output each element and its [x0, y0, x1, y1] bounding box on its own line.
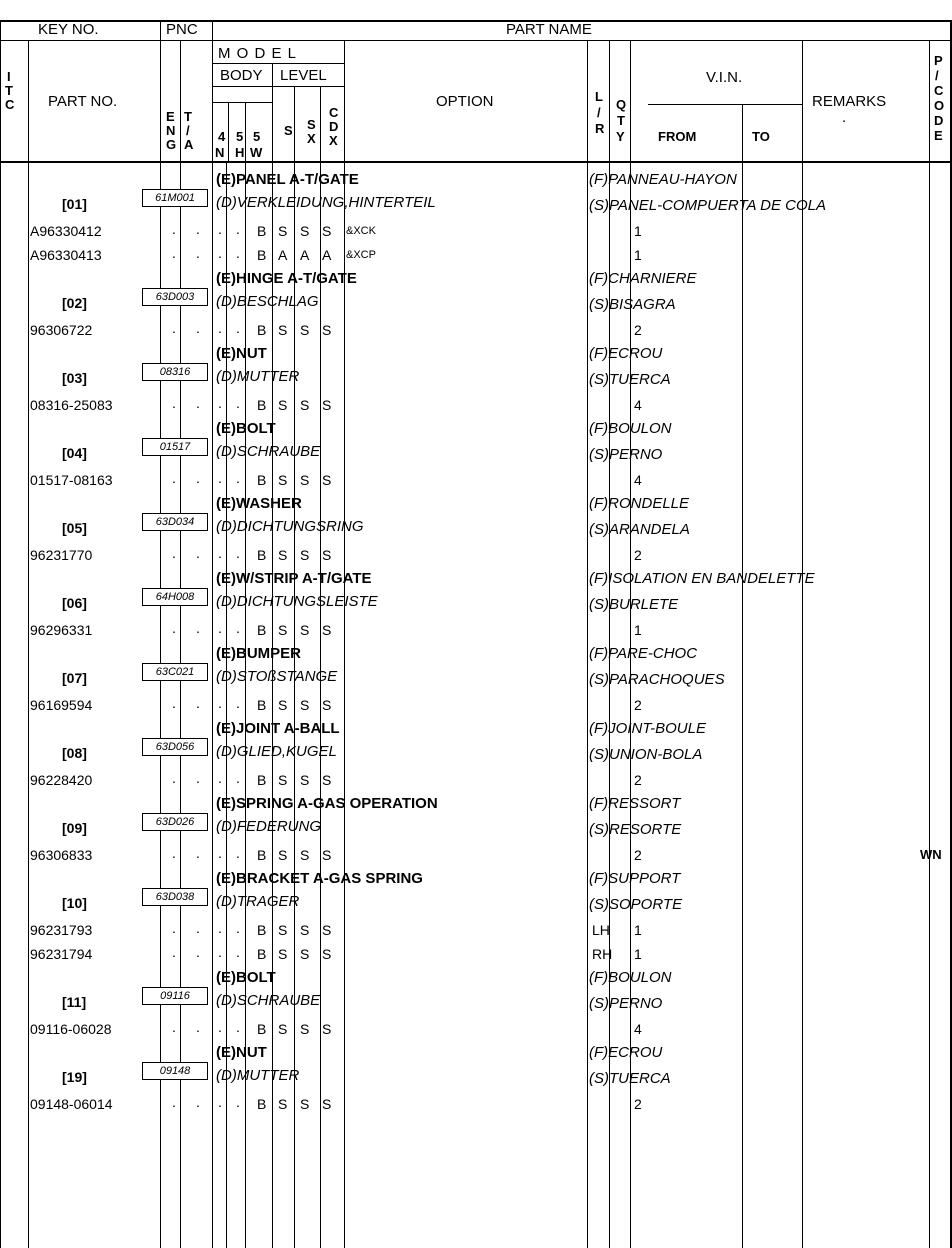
level-sx-code: S — [300, 1096, 310, 1112]
ta-header-slash: / — [186, 123, 190, 138]
empty-cell-dot: . — [236, 845, 240, 861]
empty-cell-dot: . — [236, 1019, 240, 1035]
rule-body-level — [212, 86, 344, 87]
pcode-header-c: C — [934, 83, 944, 98]
level-header: LEVEL — [280, 67, 327, 84]
empty-cell-dot: . — [196, 1094, 200, 1110]
col-vin — [630, 40, 631, 1248]
empty-cell-dot: . — [236, 395, 240, 411]
pcode-value: WN — [920, 847, 942, 862]
part-name-french: (F)ECROU — [589, 345, 663, 362]
part-name-german: (D)GLIED,KUGEL — [216, 743, 337, 760]
body-code: B — [257, 247, 267, 263]
level-sx-code: S — [300, 622, 310, 638]
pnc-code-box: 09116 — [142, 987, 208, 1005]
itc-header-c: C — [5, 97, 15, 112]
pcode-header-e: E — [934, 128, 943, 143]
part-number: 96169594 — [30, 697, 93, 713]
quantity: 1 — [634, 247, 642, 263]
empty-cell-dot: . — [172, 245, 176, 261]
level-s-code: S — [278, 397, 288, 413]
empty-cell-dot: . — [172, 1019, 176, 1035]
level-cdx-code: S — [322, 322, 332, 338]
empty-cell-dot: . — [236, 770, 240, 786]
quantity: 4 — [634, 1021, 642, 1037]
empty-cell-dot: . — [172, 620, 176, 636]
ta-header-a: A — [184, 137, 194, 152]
level-cdx-code: S — [322, 472, 332, 488]
part-name-spanish: (S)PERNO — [589, 446, 663, 463]
body-code: B — [257, 1096, 267, 1112]
body-code: B — [257, 547, 267, 563]
body-code: B — [257, 397, 267, 413]
empty-cell-dot: . — [196, 221, 200, 237]
empty-cell-dot: . — [218, 1019, 222, 1035]
model-header: M O D E L — [218, 45, 298, 62]
level-s-code: S — [278, 922, 288, 938]
part-name-spanish: (S)UNION-BOLA — [589, 746, 703, 763]
part-name-english: (E)WASHER — [216, 495, 302, 512]
vin-from-header: FROM — [658, 129, 697, 144]
pnc-code-box: 63D003 — [142, 288, 208, 306]
level-sx-code: S — [300, 472, 310, 488]
body-5h-h: H — [235, 145, 245, 160]
empty-cell-dot: . — [218, 320, 222, 336]
level-cdx-code: S — [322, 547, 332, 563]
level-cdx-code: S — [322, 1096, 332, 1112]
empty-cell-dot: . — [172, 395, 176, 411]
key-number: [11] — [62, 994, 87, 1010]
quantity: 2 — [634, 322, 642, 338]
rule-header-1 — [0, 40, 952, 41]
body-code: B — [257, 223, 267, 239]
key-no-header: KEY NO. — [38, 21, 99, 38]
part-name-spanish: (S)PANEL-COMPUERTA DE COLA — [589, 197, 826, 214]
body-header: BODY — [220, 67, 263, 84]
part-number: 09148-06014 — [30, 1096, 113, 1112]
empty-cell-dot: . — [196, 470, 200, 486]
col-qty — [609, 40, 610, 1248]
part-name-english: (E)W/STRIP A-T/GATE — [216, 570, 372, 587]
part-name-english: (E)JOINT A-BALL — [216, 720, 340, 737]
qty-header-y: Y — [616, 129, 625, 144]
empty-cell-dot: . — [196, 920, 200, 936]
empty-cell-dot: . — [172, 545, 176, 561]
empty-cell-dot: . — [236, 944, 240, 960]
empty-cell-dot: . — [236, 245, 240, 261]
key-number: [06] — [62, 595, 87, 611]
quantity: 4 — [634, 472, 642, 488]
empty-cell-dot: . — [236, 695, 240, 711]
part-name-spanish: (S)ARANDELA — [589, 521, 690, 538]
empty-cell-dot: . — [196, 845, 200, 861]
key-number: [02] — [62, 295, 87, 311]
empty-cell-dot: . — [196, 395, 200, 411]
level-sx-code: S — [300, 1021, 310, 1037]
part-name-german: (D)FEDERUNG — [216, 818, 321, 835]
part-name-german: (D)MUTTER — [216, 1067, 300, 1084]
part-number: 96306722 — [30, 322, 93, 338]
pnc-code-box: 63C021 — [142, 663, 208, 681]
col-body-4n — [228, 102, 229, 162]
part-name-german: (D)MUTTER — [216, 368, 300, 385]
part-number: A96330412 — [30, 223, 102, 239]
empty-cell-dot: . — [236, 320, 240, 336]
part-name-spanish: (S)BISAGRA — [589, 296, 676, 313]
empty-cell-dot: . — [218, 920, 222, 936]
part-name-german: (D)STOßSTANGE — [216, 668, 338, 685]
quantity: 2 — [634, 697, 642, 713]
empty-cell-dot: . — [218, 221, 222, 237]
part-name-english: (E)BOLT — [216, 969, 276, 986]
pnc-code-box: 61M001 — [142, 189, 208, 207]
option-header: OPTION — [436, 93, 494, 110]
col-lr — [587, 40, 588, 1248]
level-cdx-c: C — [329, 105, 339, 120]
part-name-header: PART NAME — [506, 21, 592, 38]
key-number: [10] — [62, 895, 87, 911]
part-name-spanish: (S)PERNO — [589, 995, 663, 1012]
quantity: 2 — [634, 847, 642, 863]
pcode-header-slash: / — [935, 68, 939, 83]
col-body-4n-body — [226, 163, 227, 1248]
level-s-code: S — [278, 1021, 288, 1037]
part-name-french: (F)RESSORT — [589, 795, 681, 812]
level-s-code: S — [278, 697, 288, 713]
pnc-code-box: 64H008 — [142, 588, 208, 606]
lr-header-slash: / — [597, 105, 601, 120]
level-sx-code: S — [300, 397, 310, 413]
part-name-french: (F)CHARNIERE — [589, 270, 697, 287]
part-name-french: (F)JOINT-BOULE — [589, 720, 706, 737]
level-s-code: S — [278, 847, 288, 863]
key-number: [03] — [62, 370, 87, 386]
part-number: 96231793 — [30, 922, 93, 938]
level-sx-s: S — [307, 117, 316, 132]
lr-header-l: L — [595, 89, 603, 104]
part-name-french: (F)ISOLATION EN BANDELETTE — [589, 570, 815, 587]
quantity: 4 — [634, 397, 642, 413]
col-body-5h-body — [245, 163, 246, 1248]
level-s-code: S — [278, 472, 288, 488]
pnc-code-box: 63D038 — [142, 888, 208, 906]
level-sx-code: S — [300, 847, 310, 863]
part-name-spanish: (S)TUERCA — [589, 1070, 671, 1087]
qty-header-q: Q — [616, 97, 627, 112]
pcode-header-p: P — [934, 53, 943, 68]
empty-cell-dot: . — [172, 770, 176, 786]
empty-cell-dot: . — [218, 770, 222, 786]
quantity: 1 — [634, 223, 642, 239]
part-name-french: (F)PANNEAU-HAYON — [589, 171, 737, 188]
part-number: 96296331 — [30, 622, 93, 638]
part-number: A96330413 — [30, 247, 102, 263]
part-name-spanish: (S)RESORTE — [589, 821, 682, 838]
empty-cell-dot: . — [236, 545, 240, 561]
eng-header-n: N — [166, 123, 176, 138]
ta-header-t: T — [184, 109, 192, 124]
level-cdx-code: S — [322, 622, 332, 638]
col-lvl-sx — [320, 86, 321, 1248]
body-code: B — [257, 322, 267, 338]
body-code: B — [257, 847, 267, 863]
empty-cell-dot: . — [236, 620, 240, 636]
col-pcode — [929, 40, 930, 1248]
rule-vin — [648, 104, 802, 105]
body-4n-n: N — [215, 145, 225, 160]
level-s-code: S — [278, 946, 288, 962]
part-name-german: (D)DICHTUNGSRING — [216, 518, 364, 535]
level-cdx-code: S — [322, 223, 332, 239]
level-cdx-d: D — [329, 119, 339, 134]
level-s-code: S — [278, 547, 288, 563]
eng-header-e: E — [166, 109, 175, 124]
col-itc — [28, 40, 29, 1248]
part-name-spanish: (S)PARACHOQUES — [589, 671, 725, 688]
key-number: [09] — [62, 820, 87, 836]
level-sx-code: S — [300, 772, 310, 788]
empty-cell-dot: . — [218, 1094, 222, 1110]
key-number: [08] — [62, 745, 87, 761]
part-name-french: (F)BOULON — [589, 420, 672, 437]
empty-cell-dot: . — [172, 920, 176, 936]
quantity: 1 — [634, 622, 642, 638]
part-name-french: (F)RONDELLE — [589, 495, 690, 512]
empty-cell-dot: . — [236, 1094, 240, 1110]
part-name-german: (D)DICHTUNGSLEISTE — [216, 593, 378, 610]
empty-cell-dot: . — [172, 845, 176, 861]
level-sx-code: S — [300, 547, 310, 563]
body-5w-w: W — [250, 145, 263, 160]
empty-cell-dot: . — [218, 470, 222, 486]
body-code: B — [257, 922, 267, 938]
part-name-english: (E)BOLT — [216, 420, 276, 437]
empty-cell-dot: . — [218, 695, 222, 711]
empty-cell-dot: . — [172, 944, 176, 960]
level-cdx-code: S — [322, 922, 332, 938]
part-number: 96231770 — [30, 547, 93, 563]
key-number: [07] — [62, 670, 87, 686]
vin-to-header: TO — [752, 129, 770, 144]
empty-cell-dot: . — [196, 545, 200, 561]
level-s-code: S — [278, 322, 288, 338]
part-name-french: (F)SUPPORT — [589, 870, 681, 887]
rule-top — [0, 20, 952, 22]
empty-cell-dot: . — [218, 845, 222, 861]
part-name-english: (E)PANEL A-T/GATE — [216, 171, 359, 188]
part-name-english: (E)BRACKET A-GAS SPRING — [216, 870, 423, 887]
pnc-code-box: 63D034 — [142, 513, 208, 531]
lr-code: LH — [592, 922, 610, 938]
level-cdx-code: S — [322, 946, 332, 962]
level-s-header: S — [284, 123, 293, 138]
empty-cell-dot: . — [236, 221, 240, 237]
option-code: &XCK — [346, 225, 376, 237]
body-code: B — [257, 697, 267, 713]
level-sx-code: S — [300, 946, 310, 962]
empty-cell-dot: . — [218, 245, 222, 261]
lr-header-r: R — [595, 121, 605, 136]
part-name-spanish: (S)TUERCA — [589, 371, 671, 388]
rule-body-sub — [212, 102, 272, 103]
level-cdx-x: X — [329, 133, 338, 148]
empty-cell-dot: . — [196, 320, 200, 336]
body-code: B — [257, 946, 267, 962]
itc-header-i: I — [7, 69, 11, 84]
key-number: [04] — [62, 445, 87, 461]
level-cdx-code: A — [322, 247, 332, 263]
itc-header-t: T — [5, 83, 13, 98]
empty-cell-dot: . — [172, 221, 176, 237]
part-name-german: (D)VERKLEIDUNG,HINTERTEIL — [216, 194, 436, 211]
col-vin-to — [742, 104, 743, 1248]
qty-header-t: T — [617, 113, 625, 128]
empty-cell-dot: . — [196, 770, 200, 786]
quantity: 2 — [634, 772, 642, 788]
quantity: 2 — [634, 547, 642, 563]
empty-cell-dot: . — [236, 920, 240, 936]
part-name-english: (E)SPRING A-GAS OPERATION — [216, 795, 438, 812]
part-name-german: (D)SCHRAUBE — [216, 992, 321, 1009]
pnc-code-box: 63D056 — [142, 738, 208, 756]
part-name-french: (F)BOULON — [589, 969, 672, 986]
part-name-english: (E)NUT — [216, 345, 267, 362]
pcode-header-o: O — [934, 98, 945, 113]
empty-cell-dot: . — [172, 1094, 176, 1110]
empty-cell-dot: . — [218, 620, 222, 636]
level-sx-code: S — [300, 223, 310, 239]
empty-cell-dot: . — [218, 944, 222, 960]
part-name-french: (F)ECROU — [589, 1044, 663, 1061]
pcode-header-d: D — [934, 113, 944, 128]
pnc-code-box: 01517 — [142, 438, 208, 456]
level-cdx-code: S — [322, 847, 332, 863]
part-number: 08316-25083 — [30, 397, 113, 413]
pnc-header: PNC — [166, 21, 198, 38]
level-cdx-code: S — [322, 397, 332, 413]
part-name-spanish: (S)SOPORTE — [589, 896, 683, 913]
part-name-english: (E)BUMPER — [216, 645, 301, 662]
pnc-code-box: 09148 — [142, 1062, 208, 1080]
vin-header: V.I.N. — [706, 69, 743, 86]
empty-cell-dot: . — [196, 620, 200, 636]
level-sx-code: S — [300, 697, 310, 713]
pnc-code-box: 08316 — [142, 363, 208, 381]
body-code: B — [257, 622, 267, 638]
option-code: &XCP — [346, 249, 376, 261]
part-no-header: PART NO. — [48, 93, 118, 110]
level-sx-code: A — [300, 247, 310, 263]
level-s-code: S — [278, 622, 288, 638]
part-name-german: (D)BESCHLAG — [216, 293, 319, 310]
part-name-german: (D)SCHRAUBE — [216, 443, 321, 460]
empty-cell-dot: . — [172, 470, 176, 486]
key-number: [05] — [62, 520, 87, 536]
body-5h-5: 5 — [236, 129, 244, 144]
level-s-code: S — [278, 223, 288, 239]
rule-header-bottom — [0, 161, 952, 163]
level-cdx-code: S — [322, 1021, 332, 1037]
level-sx-code: S — [300, 322, 310, 338]
level-sx-x: X — [307, 131, 316, 146]
body-code: B — [257, 772, 267, 788]
empty-cell-dot: . — [196, 1019, 200, 1035]
empty-cell-dot: . — [172, 320, 176, 336]
quantity: 1 — [634, 946, 642, 962]
part-number: 01517-08163 — [30, 472, 113, 488]
remarks-mark: . — [842, 109, 847, 126]
empty-cell-dot: . — [218, 395, 222, 411]
col-option — [344, 40, 345, 1248]
part-name-german: (D)TRAGER — [216, 893, 300, 910]
empty-cell-dot: . — [236, 470, 240, 486]
col-remarks — [802, 40, 803, 1248]
key-number: [19] — [62, 1069, 87, 1085]
level-sx-code: S — [300, 922, 310, 938]
col-body-5h — [245, 102, 246, 162]
remarks-header: REMARKS — [812, 93, 887, 110]
pnc-code-box: 63D026 — [142, 813, 208, 831]
part-number: 09116-06028 — [30, 1021, 112, 1037]
level-s-code: S — [278, 772, 288, 788]
eng-header-g: G — [166, 137, 177, 152]
empty-cell-dot: . — [196, 944, 200, 960]
empty-cell-dot: . — [196, 695, 200, 711]
empty-cell-dot: . — [172, 695, 176, 711]
part-name-french: (F)PARE-CHOC — [589, 645, 698, 662]
body-4n-4: 4 — [218, 129, 226, 144]
level-cdx-code: S — [322, 772, 332, 788]
part-name-english: (E)HINGE A-T/GATE — [216, 270, 357, 287]
empty-cell-dot: . — [218, 545, 222, 561]
key-number: [01] — [62, 196, 87, 212]
level-cdx-code: S — [322, 697, 332, 713]
empty-cell-dot: . — [196, 245, 200, 261]
part-number: 96231794 — [30, 946, 93, 962]
quantity: 2 — [634, 1096, 642, 1112]
part-name-english: (E)NUT — [216, 1044, 267, 1061]
body-5w-5: 5 — [253, 129, 261, 144]
body-code: B — [257, 472, 267, 488]
lr-code: RH — [592, 946, 613, 962]
part-number: 96228420 — [30, 772, 93, 788]
part-number: 96306833 — [30, 847, 93, 863]
part-name-spanish: (S)BURLETE — [589, 596, 679, 613]
quantity: 1 — [634, 922, 642, 938]
rule-model — [212, 63, 344, 64]
body-code: B — [257, 1021, 267, 1037]
level-s-code: A — [278, 247, 288, 263]
rule-left — [0, 20, 1, 1248]
col-ta — [212, 20, 213, 1248]
level-s-code: S — [278, 1096, 288, 1112]
